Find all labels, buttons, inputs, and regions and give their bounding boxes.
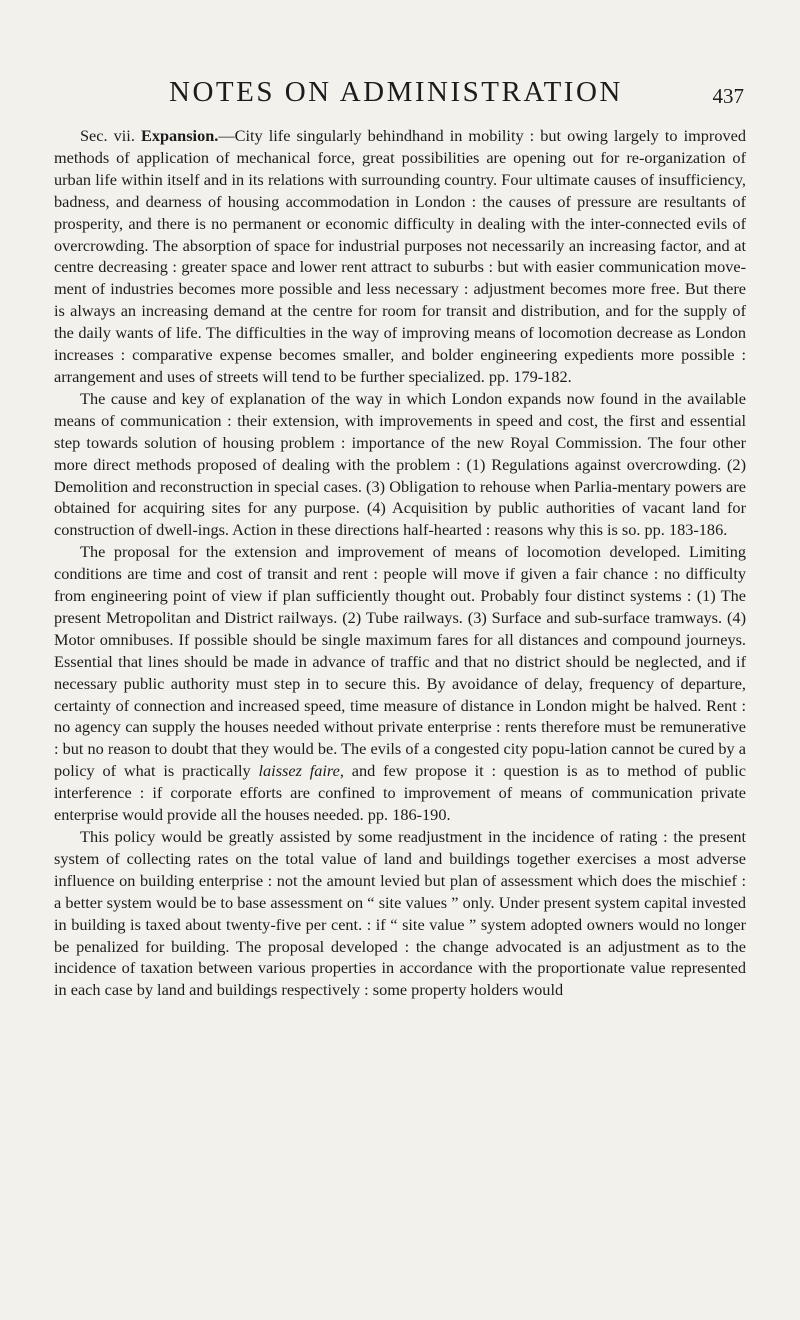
paragraph-1: [54, 125, 746, 388]
page-number: 437: [712, 84, 744, 108]
running-head: NOTES ON ADMINISTRATION: [169, 76, 623, 108]
section-title: Expansion.: [140, 126, 219, 145]
page-header: [54, 76, 746, 116]
paragraph-3-emphasis: laissez faire: [258, 761, 340, 781]
book-page: [54, 0, 746, 1320]
paragraph-3-text-before: The proposal for the extension and improvement of means of locomotion developed. Limiting conditions are time and cost of transit and rent : people will move if given a fair chance : no difficulty from engineering point of view if plan sufficiently thought out. Probably four distinct systems : (1) The present Metropolitan and District railways. (2) Tube railways. (3) Surface and sub-surface tramways. (4) Motor omnibuses. If possible should be single maximum fares for all distances and compound journeys. Essential that lines should be made in advance of traffic and that no district should be neglected, and if necessary public authority must step in to secure this. By avoidance of delay, frequency of departure, certainty of connection and increased speed, time measure of distance in London might be halved. Rent : no agency can supply the houses needed without private enterprise : rents therefore must be remunerative : but no reason to doubt that they would be. The evils of a congested city popu-lation cannot be cured by a policy of what is practically: [54, 542, 746, 781]
body-text: [54, 125, 746, 1001]
paragraph-1-text: —City life singularly behindhand in mobility : but owing largely to improved methods of application of mechanical force, great possibilities are opening out for re-organization of urban life within itself and in its relations with surrounding country. Four ultimate causes of insufficiency, badness, and dearness of housing accommodation in London : the causes of pressure are resultants of prosperity, and there is no permanent or economic difficulty in dealing with the inter-connected evils of overcrowding. The absorption of space for industrial purposes not necessarily an increasing factor, and at centre decreasing : greater space and lower rent attract to suburbs : but with easier communication move-ment of industries becomes more possible and less necessary : adjustment becomes more free. But there is always an increasing demand at the centre for room for transit and distribution, and for the supply of the daily wants of life. The difficulties in the way of improving means of locomotion decrease as London increases : comparative expense becomes smaller, and bolder engineering expedients more possible : arrangement and uses of streets will tend to be further specialized. pp. 179-182.: [54, 126, 746, 386]
section-label: Sec. vii.: [80, 126, 135, 145]
paragraph-3-text-after: , and few propose it : question is as to method of public interference : if corporate efforts are confined to improvement of means of communication private enterprise would provide all the houses needed. pp. 186-190.: [54, 761, 746, 825]
paragraph-4: This policy would be greatly assisted by some readjustment in the incidence of rating : the present system of collecting rates on the total value of land and buildings together exercises a most adverse influence on building enterprise : not the amount levied but plan of assessment which does the mischief : a better system would be to base assessment on “ site values ” only. Under present system capital invested in building is taxed about twenty-five per cent. : if “ site value ” system adopted owners would no longer be penalized for building. The proposal developed : the change advocated is an adjustment as to the incidence of taxation between various properties in accordance with the proportionate value represented in each case by land and buildings respectively : some property holders would: [54, 827, 746, 1000]
paragraph-2: The cause and key of explanation of the way in which London expands now found in the available means of communication : their extension, with improvements in speed and cost, the first and essential step towards solution of housing problem : importance of the new Royal Commission. The four other more direct methods proposed of dealing with the problem : (1) Regulations against overcrowding. (2) Demolition and reconstruction in special cases. (3) Obligation to rehouse when Parlia-mentary powers are obtained for acquiring sites for any purpose. (4) Acquisition by public authorities of vacant land for construction of dwell-ings. Action in these directions half-hearted : reasons why this is so. pp. 183-186.: [54, 388, 746, 540]
paragraph-3: [54, 541, 746, 826]
